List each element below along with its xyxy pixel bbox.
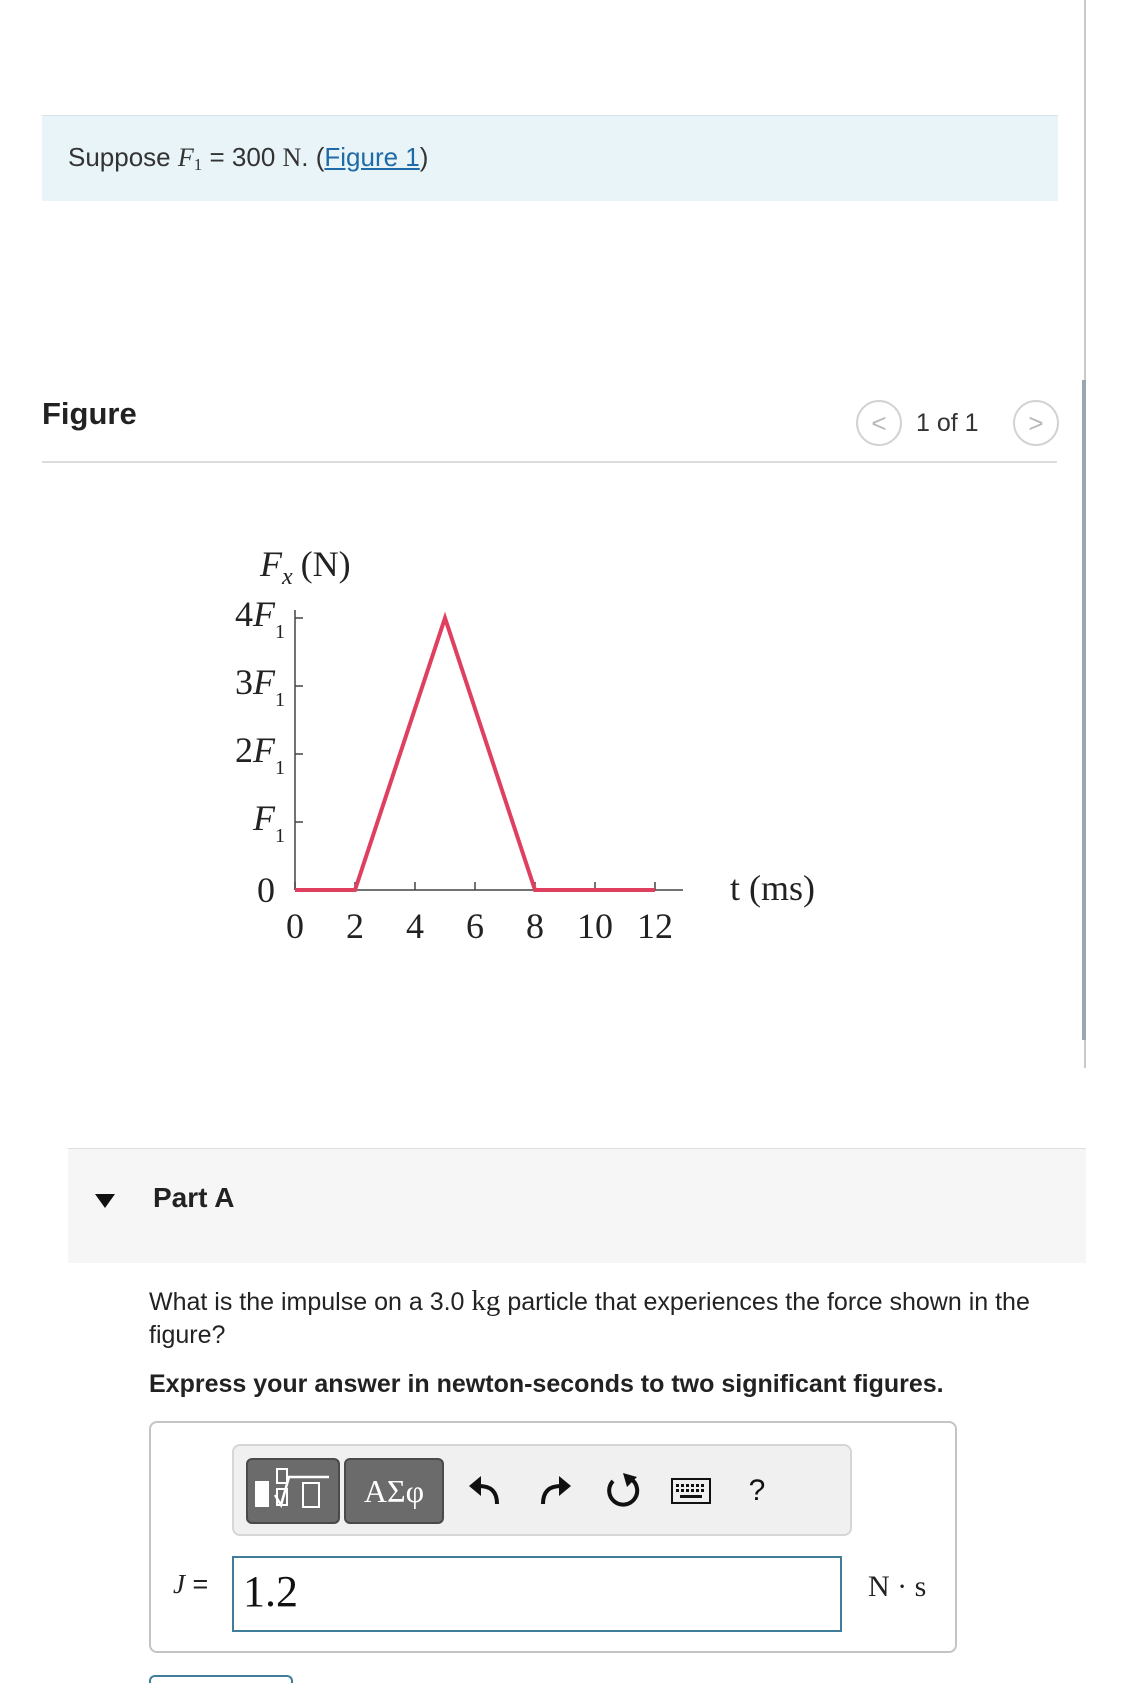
x-tick-label: 4 xyxy=(406,906,424,946)
chevron-left-icon: < xyxy=(871,407,887,438)
figure-divider xyxy=(42,461,1057,463)
intro-text xyxy=(68,142,428,175)
answer-eq: = xyxy=(184,1569,209,1599)
intro-banner xyxy=(42,115,1058,201)
x-axis-label: t (ms) xyxy=(730,868,815,908)
greek-symbols-button[interactable]: ΑΣφ xyxy=(344,1458,444,1524)
intro-period: . ( xyxy=(301,142,325,172)
answer-label xyxy=(173,1569,208,1600)
part-a-header[interactable] xyxy=(68,1148,1086,1263)
y-tick-label: $2F_1$ xyxy=(235,730,285,779)
x-tick-label: 2 xyxy=(346,906,364,946)
templates-icon xyxy=(251,1465,335,1517)
intro-equals: = 300 xyxy=(202,142,283,172)
next-figure-button[interactable] xyxy=(1013,400,1059,446)
help-button[interactable]: ? xyxy=(748,1474,766,1507)
force-time-chart xyxy=(200,530,880,970)
redo-icon[interactable] xyxy=(530,1468,580,1514)
answer-box xyxy=(149,1421,957,1653)
collapse-triangle-icon[interactable] xyxy=(95,1194,115,1208)
question-post: particle that experiences the force shown in the figure? xyxy=(149,1288,1030,1349)
submit-button-partial[interactable] xyxy=(149,1675,293,1683)
prev-figure-button[interactable] xyxy=(856,400,902,446)
answer-input[interactable]: 1.2 xyxy=(232,1556,842,1632)
intro-var: F xyxy=(177,143,194,172)
figure-pager: 1 of 1 xyxy=(916,409,979,437)
question-unit: kg xyxy=(471,1285,501,1317)
scroll-indicator[interactable] xyxy=(1082,380,1086,1040)
y-tick-label: $3F_1$ xyxy=(235,662,285,711)
question-pre: What is the impulse on a 3.0 xyxy=(149,1288,472,1316)
y-tick-label: $F_1$ xyxy=(253,798,285,847)
y-tick-labels xyxy=(235,594,303,910)
intro-close: ) xyxy=(419,142,429,172)
x-tick-label: 8 xyxy=(526,906,544,946)
figure-title: Figure xyxy=(42,396,137,431)
x-tick-label: 12 xyxy=(637,906,673,946)
math-toolbar xyxy=(232,1444,852,1536)
x-tick-label: 0 xyxy=(286,906,304,946)
keyboard-icon[interactable] xyxy=(666,1468,716,1514)
answer-instruction: Express your answer in newton-seconds to two significant figures. xyxy=(149,1370,944,1398)
force-series-line xyxy=(295,618,655,890)
answer-units: N · s xyxy=(868,1570,927,1603)
y-axis-label: $F_x$ (N) xyxy=(260,544,351,590)
part-a-label: Part A xyxy=(153,1182,235,1213)
intro-var-sub: 1 xyxy=(193,155,203,174)
intro-prefix: Suppose xyxy=(68,142,178,172)
undo-icon[interactable] xyxy=(460,1468,510,1514)
answer-var: J xyxy=(173,1569,185,1599)
intro-unit: N xyxy=(282,143,302,172)
x-tick-label: 6 xyxy=(466,906,484,946)
figure-link[interactable]: Figure 1 xyxy=(324,142,420,172)
y-tick-label-zero: 0 xyxy=(257,870,275,910)
x-tick-label: 10 xyxy=(577,906,613,946)
chevron-right-icon: > xyxy=(1028,407,1044,438)
reset-icon[interactable] xyxy=(598,1468,648,1514)
y-tick-label: $4F_1$ xyxy=(235,594,285,643)
templates-button[interactable] xyxy=(246,1458,340,1524)
question-text xyxy=(149,1285,1084,1352)
